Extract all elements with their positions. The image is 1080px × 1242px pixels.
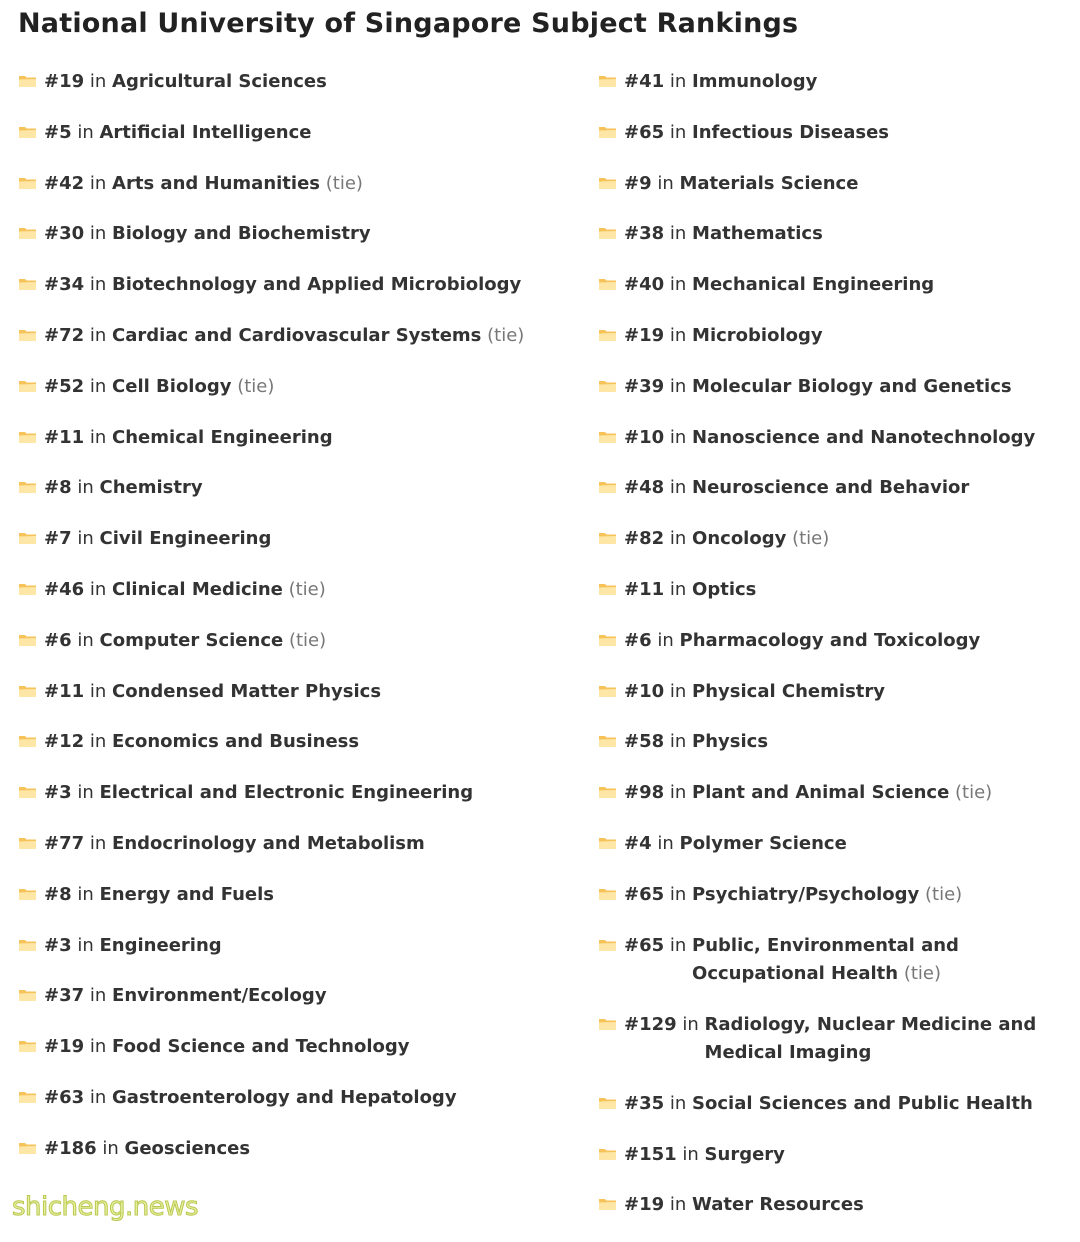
subject-name: Electrical and Electronic Engineering (99, 782, 474, 804)
rank-connector: in (89, 274, 107, 296)
rank-connector: in (669, 1092, 687, 1114)
subject-name: Geosciences (124, 1137, 251, 1159)
subject-name: Immunology (692, 71, 818, 92)
rank-number: #35 (624, 1092, 665, 1114)
ranking-item (18, 728, 578, 756)
folder-icon (18, 836, 37, 850)
ranking-item (598, 932, 1076, 988)
folder-icon (18, 480, 37, 494)
folder-icon (18, 582, 37, 596)
rank-number: #42 (44, 172, 85, 194)
folder-icon (598, 125, 617, 139)
rankings-left-column (18, 68, 578, 1186)
rank-connector: in (682, 1143, 699, 1165)
rank-connector: in (89, 1036, 107, 1058)
rank-connector: in (669, 223, 687, 245)
page-title: National University of Singapore Subject Rankings (18, 8, 799, 39)
ranking-item (18, 1135, 578, 1163)
folder-icon (598, 785, 617, 799)
ranking-item (598, 627, 1076, 655)
subject-name: Biotechnology and Applied Microbiology (112, 274, 522, 296)
folder-icon (18, 74, 37, 88)
tie-label: (tie) (237, 375, 275, 397)
subject-name: Nanoscience and Nanotechnology (692, 426, 1036, 448)
subject-name: Social Sciences and Public Health (692, 1092, 1033, 1114)
ranking-item (18, 170, 578, 198)
rank-connector: in (669, 782, 687, 804)
rank-connector: in (77, 477, 94, 499)
ranking-item (598, 424, 1076, 452)
ranking-item (18, 932, 578, 960)
rank-number: #10 (624, 426, 665, 448)
ranking-item (598, 1141, 1076, 1169)
rank-number: #6 (44, 629, 72, 651)
folder-icon (18, 379, 37, 393)
rank-number: #52 (44, 375, 85, 397)
folder-icon (18, 531, 37, 545)
ranking-item (598, 373, 1076, 401)
rank-connector: in (669, 71, 687, 92)
rank-number: #39 (624, 375, 665, 397)
rank-connector: in (89, 426, 107, 448)
rank-connector: in (102, 1137, 119, 1159)
ranking-item (598, 170, 1076, 198)
rank-connector: in (657, 629, 674, 651)
folder-icon (598, 226, 617, 240)
rank-number: #11 (624, 578, 665, 600)
folder-icon (18, 938, 37, 952)
rank-connector: in (669, 477, 687, 499)
rank-connector: in (89, 1086, 107, 1108)
rank-number: #30 (44, 223, 85, 245)
subject-name: Food Science and Technology (112, 1036, 410, 1058)
rank-connector: in (89, 223, 107, 245)
subject-name: Cardiac and Cardiovascular Systems (112, 324, 482, 346)
rank-number: #41 (624, 71, 665, 92)
rank-number: #151 (624, 1143, 677, 1165)
rank-connector: in (77, 121, 94, 143)
subject-name: Neuroscience and Behavior (692, 477, 970, 499)
subject-name: Artificial Intelligence (99, 121, 312, 143)
ranking-item (18, 68, 578, 96)
subject-name: Mechanical Engineering (692, 274, 935, 296)
rank-number: #9 (624, 172, 652, 194)
subject-name: Condensed Matter Physics (112, 680, 382, 702)
rank-connector: in (89, 172, 107, 194)
subject-name: Environment/Ecology (112, 985, 327, 1007)
rank-connector: in (89, 680, 107, 702)
rank-number: #65 (624, 883, 665, 905)
rank-connector: in (77, 528, 94, 550)
rank-number: #10 (624, 680, 665, 702)
folder-icon (18, 226, 37, 240)
ranking-item (18, 220, 578, 248)
folder-icon (598, 328, 617, 342)
folder-icon (18, 430, 37, 444)
ranking-item (18, 322, 578, 350)
folder-icon (18, 684, 37, 698)
folder-icon (598, 582, 617, 596)
ranking-item (598, 220, 1076, 248)
rank-number: #82 (624, 528, 665, 550)
subject-name: Polymer Science (679, 832, 847, 854)
rank-connector: in (77, 629, 94, 651)
subject-name: Cell Biology (112, 375, 232, 397)
subject-name: Plant and Animal Science (692, 782, 950, 804)
rank-number: #40 (624, 274, 665, 296)
folder-icon (598, 74, 617, 88)
rank-number: #6 (624, 629, 652, 651)
subject-name: Physics (692, 731, 769, 753)
subject-name: Public, Environmental and Occupational Health (692, 934, 959, 984)
subject-name: Endocrinology and Metabolism (112, 832, 425, 854)
subject-name: Engineering (99, 934, 222, 956)
tie-label: (tie) (792, 528, 830, 550)
subject-name: Optics (692, 578, 757, 600)
rank-number: #77 (44, 832, 85, 854)
rank-connector: in (669, 578, 687, 600)
ranking-item (18, 627, 578, 655)
ranking-item (598, 830, 1076, 858)
watermark: shicheng.news (12, 1192, 199, 1222)
folder-icon (18, 1039, 37, 1053)
rank-number: #65 (624, 121, 665, 143)
folder-icon (18, 125, 37, 139)
rank-connector: in (669, 121, 687, 143)
rank-number: #19 (624, 1194, 665, 1216)
subject-name: Economics and Business (112, 731, 360, 753)
subject-name: Radiology, Nuclear Medicine and Medical Imaging (704, 1013, 1037, 1063)
rank-number: #3 (44, 934, 72, 956)
rank-number: #8 (44, 477, 72, 499)
ranking-item (18, 525, 578, 553)
ranking-item (18, 1033, 578, 1061)
subject-name: Arts and Humanities (112, 172, 320, 194)
rank-number: #12 (44, 731, 85, 753)
folder-icon (598, 1017, 617, 1031)
subject-name: Oncology (692, 528, 787, 550)
ranking-item (598, 474, 1076, 502)
rank-number: #65 (624, 934, 665, 956)
folder-icon (598, 1197, 617, 1211)
rank-number: #34 (44, 274, 85, 296)
ranking-item (598, 1011, 1076, 1067)
subject-name: Infectious Diseases (692, 121, 890, 143)
ranking-item (18, 271, 578, 299)
rank-number: #11 (44, 426, 85, 448)
rank-number: #4 (624, 832, 652, 854)
folder-icon (598, 430, 617, 444)
folder-icon (18, 887, 37, 901)
rank-connector: in (669, 934, 687, 956)
folder-icon (598, 480, 617, 494)
rank-number: #129 (624, 1013, 677, 1035)
rank-connector: in (669, 680, 687, 702)
tie-label: (tie) (288, 578, 326, 600)
ranking-item (18, 373, 578, 401)
rank-number: #186 (44, 1137, 97, 1159)
ranking-item (18, 982, 578, 1010)
ranking-item (598, 728, 1076, 756)
subject-name: Clinical Medicine (112, 578, 283, 600)
folder-icon (598, 836, 617, 850)
rank-connector: in (669, 731, 687, 753)
rank-number: #11 (44, 680, 85, 702)
rank-connector: in (669, 528, 687, 550)
ranking-item (18, 1084, 578, 1112)
rank-connector: in (89, 324, 107, 346)
rank-connector: in (89, 578, 107, 600)
rank-number: #5 (44, 121, 72, 143)
ranking-item (598, 68, 1076, 96)
ranking-item (18, 779, 578, 807)
rank-connector: in (682, 1013, 699, 1035)
rank-connector: in (669, 1194, 687, 1216)
subject-name: Civil Engineering (99, 528, 272, 550)
tie-label: (tie) (325, 172, 363, 194)
rankings-right-column (598, 68, 1076, 1242)
folder-icon (18, 176, 37, 190)
rank-number: #8 (44, 883, 72, 905)
rank-number: #7 (44, 528, 72, 550)
subject-name: Materials Science (679, 172, 859, 194)
rank-number: #72 (44, 324, 85, 346)
rank-connector: in (89, 985, 107, 1007)
folder-icon (598, 633, 617, 647)
folder-icon (18, 1090, 37, 1104)
rank-number: #63 (44, 1086, 85, 1108)
subject-name: Gastroenterology and Hepatology (112, 1086, 457, 1108)
ranking-item (598, 119, 1076, 147)
rank-number: #19 (624, 324, 665, 346)
rank-connector: in (77, 782, 94, 804)
rank-number: #46 (44, 578, 85, 600)
subject-name: Agricultural Sciences (112, 71, 327, 92)
ranking-item (598, 271, 1076, 299)
ranking-item (598, 525, 1076, 553)
rank-number: #19 (44, 71, 85, 92)
rank-number: #48 (624, 477, 665, 499)
rank-connector: in (89, 832, 107, 854)
rank-connector: in (89, 375, 107, 397)
rank-connector: in (669, 324, 687, 346)
ranking-item (18, 424, 578, 452)
folder-icon (598, 1147, 617, 1161)
rank-connector: in (89, 71, 107, 92)
subject-name: Pharmacology and Toxicology (679, 629, 981, 651)
rank-connector: in (77, 934, 94, 956)
folder-icon (18, 1141, 37, 1155)
folder-icon (18, 785, 37, 799)
subject-name: Microbiology (692, 324, 823, 346)
ranking-item (598, 1191, 1076, 1219)
rank-number: #98 (624, 782, 665, 804)
ranking-item (598, 779, 1076, 807)
ranking-item (18, 678, 578, 706)
folder-icon (598, 887, 617, 901)
folder-icon (598, 379, 617, 393)
ranking-item (598, 1090, 1076, 1118)
folder-icon (598, 277, 617, 291)
ranking-item (598, 881, 1076, 909)
folder-icon (598, 531, 617, 545)
folder-icon (18, 988, 37, 1002)
folder-icon (18, 328, 37, 342)
tie-label: (tie) (903, 962, 941, 984)
subject-name: Chemistry (99, 477, 203, 499)
folder-icon (598, 938, 617, 952)
ranking-item (598, 576, 1076, 604)
rank-connector: in (657, 832, 674, 854)
folder-icon (18, 633, 37, 647)
rank-connector: in (89, 731, 107, 753)
folder-icon (598, 1096, 617, 1110)
rank-connector: in (77, 883, 94, 905)
subject-name: Mathematics (692, 223, 823, 245)
subject-name: Energy and Fuels (99, 883, 274, 905)
subject-name: Biology and Biochemistry (112, 223, 371, 245)
folder-icon (598, 176, 617, 190)
rank-number: #3 (44, 782, 72, 804)
folder-icon (598, 684, 617, 698)
folder-icon (18, 734, 37, 748)
tie-label: (tie) (288, 629, 327, 651)
rank-connector: in (657, 172, 674, 194)
rank-number: #19 (44, 1036, 85, 1058)
subject-name: Chemical Engineering (112, 426, 333, 448)
subject-name: Water Resources (692, 1194, 864, 1216)
subject-name: Psychiatry/Psychology (692, 883, 920, 905)
folder-icon (18, 277, 37, 291)
ranking-item (18, 119, 578, 147)
subject-name: Computer Science (99, 629, 284, 651)
ranking-item (18, 881, 578, 909)
tie-label: (tie) (487, 324, 525, 346)
subject-name: Surgery (704, 1143, 785, 1165)
rank-number: #37 (44, 985, 85, 1007)
tie-label: (tie) (955, 782, 993, 804)
rank-number: #58 (624, 731, 665, 753)
rank-number: #38 (624, 223, 665, 245)
ranking-item (18, 576, 578, 604)
folder-icon (598, 734, 617, 748)
rank-connector: in (669, 883, 687, 905)
ranking-item (598, 322, 1076, 350)
rank-connector: in (669, 375, 687, 397)
subject-name: Molecular Biology and Genetics (692, 375, 1012, 397)
rank-connector: in (669, 274, 687, 296)
ranking-item (18, 474, 578, 502)
subject-name: Physical Chemistry (692, 680, 885, 702)
tie-label: (tie) (925, 883, 963, 905)
rank-connector: in (669, 426, 687, 448)
ranking-item (598, 678, 1076, 706)
ranking-item (18, 830, 578, 858)
